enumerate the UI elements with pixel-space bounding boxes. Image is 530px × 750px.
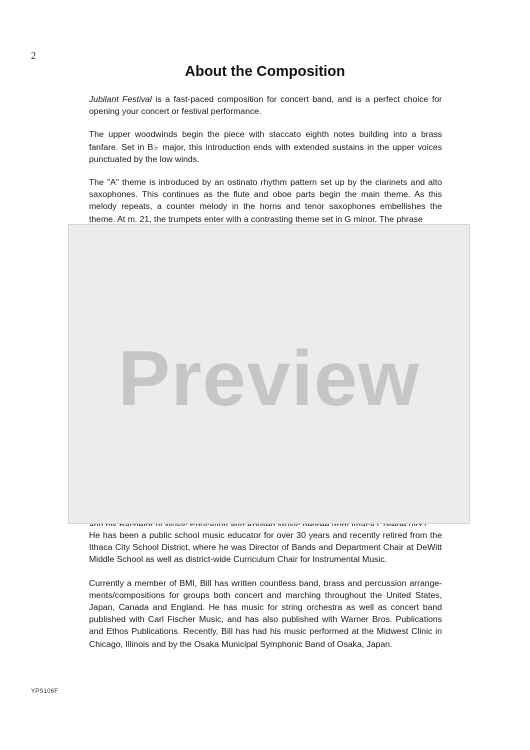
biography: [89, 529, 442, 661]
page-number: 2: [31, 51, 36, 62]
piece-title: Jubilant Festival: [89, 94, 152, 104]
preview-watermark-label: Preview: [118, 333, 420, 422]
page-title: About the Composition: [184, 64, 346, 80]
paragraph-intro: [89, 93, 442, 117]
catalog-code: YPS106F: [31, 689, 59, 695]
paragraph-a-theme: The "A" theme is introduced by an ostinato rhythm pattern set up by the clarinets and alto saxophones. This continues as the flute and oboe parts begin the main theme. As this melody repeats, a counter melody in the horns and tenor saxophones embellishes the theme. At m. 21, the trumpets enter with a contrasting theme set in G minor. The phrase: [89, 177, 442, 224]
paragraph-intro-text: is a fast-paced composition for concert band, and is a perfect choice for opening your concert or festival performance.: [89, 94, 442, 117]
paragraph-introduction-section: The upper woodwinds begin the piece with staccato eighth notes building into a brass fanfare. Set in B♭ major, this introduction ends with extended sustains in the upper voices punctuated by the low winds.: [89, 129, 442, 164]
paragraph-bmi: Currently a member of BMI, Bill has written countless band, brass and percussion arrange-ments/compositions for groups both concert and marching throughout the United States, Japan, Canada and England. He has music for string orchestra as well as concert band published with Carl Fischer Music, and has also published with Warner Bros. Publications and Ethos Publications. Recently, Bill has had his music performed at the Midwest Clinic in Chicago, Illinois and by the Osaka Municipal Symphonic Band of Osaka, Japan.: [89, 577, 442, 649]
paragraph-bio: He has been a public school music educator for over 30 years and recently retired from the Ithaca City School District, where he was Director of Bands and Department Chair at DeWitt Middle School as well as district-wide Curriculum Chair for Instrumental Music.: [89, 530, 442, 565]
composition-notes: [89, 93, 442, 236]
preview-watermark: [68, 224, 470, 524]
